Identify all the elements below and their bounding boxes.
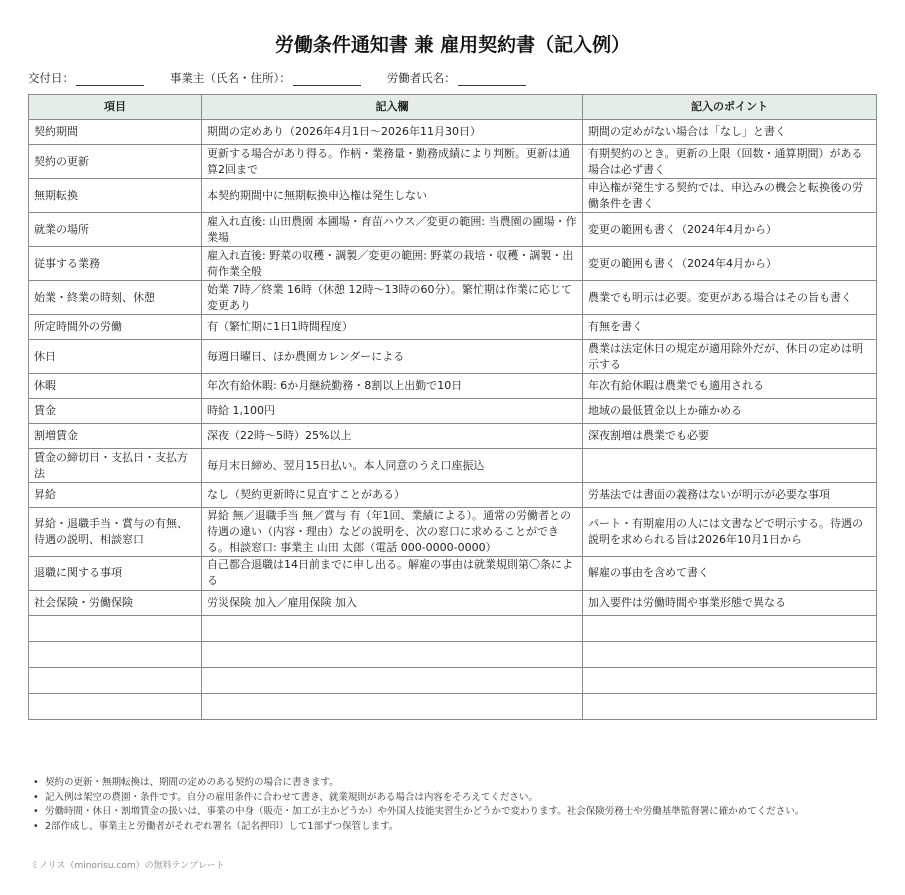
- cell-item: 社会保険・労働保険: [29, 590, 202, 615]
- header-entry: 記入欄: [202, 95, 583, 120]
- table-row: [29, 483, 877, 508]
- cell-item: 就業の場所: [29, 213, 202, 247]
- table-row: [29, 590, 877, 615]
- blank-cell: [583, 641, 877, 667]
- cell-point: パート・有期雇用の人には文書などで明示する。待遇の説明を求められる旨は2026年10月1日から: [583, 508, 877, 557]
- blank-cell: [583, 615, 877, 641]
- cell-item: 無期転換: [29, 179, 202, 213]
- note-item: • 契約の更新・無期転換は、期間の定めのある契約の場合に書きます。: [30, 776, 878, 791]
- blank-cell: [202, 693, 583, 719]
- cell-item: 割増賃金: [29, 424, 202, 449]
- cell-item: 契約の更新: [29, 145, 202, 179]
- blank-cell: [29, 667, 202, 693]
- table-row: [29, 281, 877, 315]
- cell-entry: 本契約期間中に無期転換申込権は発生しない: [202, 179, 583, 213]
- cell-entry: 毎月末日締め、翌月15日払い。本人同意のうえ口座振込: [202, 449, 583, 483]
- cell-entry: 毎週日曜日、ほか農園カレンダーによる: [202, 340, 583, 374]
- worker-blank: [458, 73, 526, 86]
- worker-field: [387, 70, 526, 86]
- cell-item: 休日: [29, 340, 202, 374]
- blank-cell: [583, 693, 877, 719]
- cell-entry: 雇入れ直後: 野菜の収穫・調製／変更の範囲: 野菜の栽培・収穫・調製・出荷作業全般: [202, 247, 583, 281]
- blank-cell: [29, 693, 202, 719]
- issue-date-label: 交付日：: [28, 71, 74, 85]
- cell-point: 変更の範囲も書く（2024年4月から）: [583, 247, 877, 281]
- cell-entry: 有（繁忙期に1日1時間程度）: [202, 315, 583, 340]
- blank-cell: [583, 667, 877, 693]
- cell-entry: 年次有給休暇: 6か月継続勤務・8割以上出勤で10日: [202, 374, 583, 399]
- blank-cell: [202, 667, 583, 693]
- header-fields: [28, 70, 526, 86]
- table-row: [29, 179, 877, 213]
- cell-entry: 始業 7時／終業 16時（休憩 12時〜13時の60分）。繁忙期は作業に応じて変更あり: [202, 281, 583, 315]
- cell-entry: 雇入れ直後: 山田農園 本圃場・育苗ハウス／変更の範囲: 当農園の圃場・作業場: [202, 213, 583, 247]
- cell-point: 地域の最低賃金以上か確かめる: [583, 399, 877, 424]
- note-item: • 労働時間・休日・割増賃金の扱いは、事業の中身（販売・加工が主かどうか）や外国人技能実習生かどうかで変わります。社会保険労務士や労働基準監督署に確かめてください。: [30, 805, 878, 820]
- cell-item: 所定時間外の労働: [29, 315, 202, 340]
- cell-point: 農業でも明示は必要。変更がある場合はその旨も書く: [583, 281, 877, 315]
- cell-item: 休暇: [29, 374, 202, 399]
- notes-list: [30, 776, 878, 835]
- header-item: 項目: [29, 95, 202, 120]
- table-row: [29, 374, 877, 399]
- employer-label: 事業主（氏名・住所）：: [170, 71, 291, 85]
- footer-credit: ミノリス（minorisu.com）の無料テンプレート: [30, 861, 225, 871]
- blank-cell: [29, 641, 202, 667]
- cell-entry: 期間の定めあり（2026年4月1日〜2026年11月30日）: [202, 120, 583, 145]
- cell-item: 退職に関する事項: [29, 556, 202, 590]
- table-row: [29, 399, 877, 424]
- cell-point: 有無を書く: [583, 315, 877, 340]
- table-row: [29, 213, 877, 247]
- table-row: [29, 315, 877, 340]
- blank-table-row: [29, 641, 877, 667]
- page-title: 労働条件通知書 兼 雇用契約書（記入例）: [274, 34, 631, 56]
- cell-point: 農業は法定休日の規定が適用除外だが、休日の定めは明示する: [583, 340, 877, 374]
- note-item: • 2部作成し、事業主と労働者がそれぞれ署名（記名押印）して1部ずつ保管します。: [30, 820, 878, 835]
- cell-point: 申込権が発生する契約では、申込みの機会と転換後の労働条件を書く: [583, 179, 877, 213]
- cell-item: 契約期間: [29, 120, 202, 145]
- cell-entry: 労災保険 加入／雇用保険 加入: [202, 590, 583, 615]
- cell-point: 変更の範囲も書く（2024年4月から）: [583, 213, 877, 247]
- table-row: [29, 145, 877, 179]
- table-row: [29, 508, 877, 557]
- blank-cell: [202, 641, 583, 667]
- cell-point: 深夜割増は農業でも必要: [583, 424, 877, 449]
- cell-point: 労基法では書面の義務はないが明示が必要な事項: [583, 483, 877, 508]
- employer-field: [170, 70, 361, 86]
- header-point: 記入のポイント: [583, 95, 877, 120]
- blank-table-row: [29, 693, 877, 719]
- cell-point: [583, 449, 877, 483]
- cell-entry: 時給 1,100円: [202, 399, 583, 424]
- blank-table-row: [29, 615, 877, 641]
- blank-cell: [29, 615, 202, 641]
- cell-item: 従事する業務: [29, 247, 202, 281]
- cell-point: 有期契約のとき。更新の上限（回数・通算期間）がある場合は必ず書く: [583, 145, 877, 179]
- cell-point: 年次有給休暇は農業でも適用される: [583, 374, 877, 399]
- cell-item: 昇給・退職手当・賞与の有無、待遇の説明、相談窓口: [29, 508, 202, 557]
- note-item: • 記入例は架空の農園・条件です。自分の雇用条件に合わせて書き、就業規則がある場合は内容をそろえてください。: [30, 791, 878, 806]
- table-row: [29, 340, 877, 374]
- table-body: [29, 120, 877, 720]
- table-header-row: [29, 95, 877, 120]
- issue-date-blank: [76, 73, 144, 86]
- table-row: [29, 247, 877, 281]
- cell-item: 昇給: [29, 483, 202, 508]
- employer-blank: [293, 73, 361, 86]
- table-row: [29, 424, 877, 449]
- cell-entry: 更新する場合があり得る。作柄・業務量・勤務成績により判断。更新は通算2回まで: [202, 145, 583, 179]
- table-row: [29, 449, 877, 483]
- cell-entry: 自己都合退職は14日前までに申し出る。解雇の事由は就業規則第〇条による: [202, 556, 583, 590]
- cell-item: 始業・終業の時刻、休憩: [29, 281, 202, 315]
- worker-label: 労働者氏名：: [386, 71, 456, 85]
- cell-point: 解雇の事由を含めて書く: [583, 556, 877, 590]
- cell-entry: なし（契約更新時に見直すことがある）: [202, 483, 583, 508]
- blank-table-row: [29, 667, 877, 693]
- table-row: [29, 120, 877, 145]
- conditions-table: [28, 94, 877, 720]
- cell-point: 期間の定めがない場合は「なし」と書く: [583, 120, 877, 145]
- cell-item: 賃金の締切日・支払日・支払方法: [29, 449, 202, 483]
- table-row: [29, 556, 877, 590]
- cell-entry: 深夜（22時〜5時）25%以上: [202, 424, 583, 449]
- issue-date-field: [28, 70, 144, 86]
- blank-cell: [202, 615, 583, 641]
- cell-item: 賃金: [29, 399, 202, 424]
- cell-point: 加入要件は労働時間や事業形態で異なる: [583, 590, 877, 615]
- cell-entry: 昇給 無／退職手当 無／賞与 有（年1回、業績による）。通常の労働者との待遇の違い（内容・理由）などの説明を、次の窓口に求めることができる。相談窓口: 事業主 山田 太郎（電話 000-0000-0000）: [202, 508, 583, 557]
